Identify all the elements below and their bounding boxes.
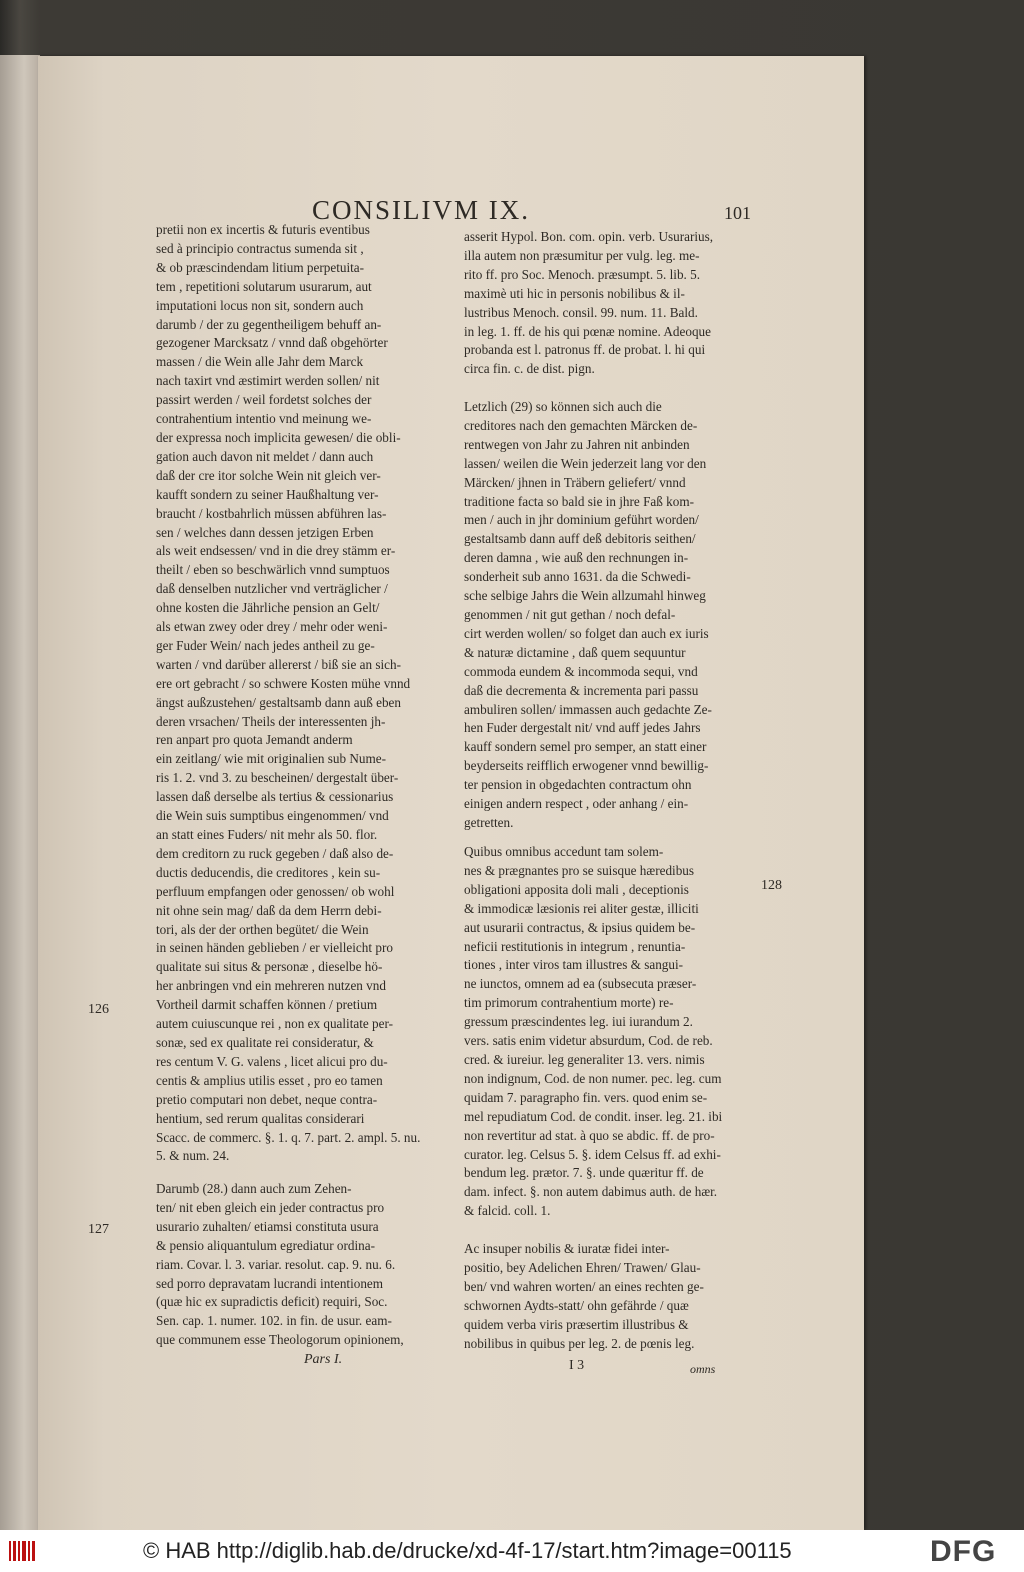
text-line: pretio computari non debet, neque contra- xyxy=(156,1091,378,1107)
text-line: probanda est l. patronus ff. de probat. l. hi qui xyxy=(464,342,706,358)
text-line: & falcid. coll. 1. xyxy=(464,1203,551,1219)
text-line: non revertitur ad stat. à quo se abdic. ff. de pro- xyxy=(464,1127,715,1143)
text-line: sed à principio contractus sumenda sit , xyxy=(156,240,364,256)
text-line: Scacc. de commerc. §. 1. q. 7. part. 2. ampl. 5. nu. xyxy=(156,1129,421,1145)
text-line: obligationi apposita doli mali , deceptionis xyxy=(464,881,689,897)
catchword: omns xyxy=(690,1362,716,1376)
text-line: tem , repetitioni solutarum usurarum, aut xyxy=(156,278,372,294)
text-line: & naturæ dictamine , daß quem sequuntur xyxy=(464,644,686,660)
text-line: lassen/ weilen die Wein jederzeit lang vor den xyxy=(464,455,707,471)
right-column-paragraph-1 xyxy=(464,228,760,379)
text-line: & ob præscindendam litium perpetuita- xyxy=(156,259,365,275)
text-line: schwornen Aydts-statt/ ohn gefährde / quæ xyxy=(464,1297,689,1313)
text-line: ambuliren sollen/ immassen auch gedachte Ze- xyxy=(464,701,712,717)
text-line: non indignum, Cod. de non numer. pec. leg. cum xyxy=(464,1070,722,1086)
text-line: centis & amplius utilis esset , pro eo tamen xyxy=(156,1072,383,1088)
text-line: rito ff. pro Soc. Menoch. præsumpt. 5. lib. 5. xyxy=(464,266,701,282)
text-line: ängst außzustehen/ gestaltsamb dann auß eben xyxy=(156,694,401,710)
signature-mark: I 3 xyxy=(569,1358,585,1373)
text-line: passirt werden / weil fordetst solches der xyxy=(156,392,372,408)
text-line: sed porro depravatam lucrandi intentionem xyxy=(156,1275,384,1291)
text-line: ger Fuder Wein/ nach jedes antheil zu ge- xyxy=(156,637,375,653)
text-line: que communem esse Theologorum opinionem, xyxy=(156,1332,404,1348)
text-line: gezogener Marcksatz / vnnd daß obgehörter xyxy=(156,335,388,351)
text-line: braucht / kostbahrlich müssen abführen las- xyxy=(156,505,387,521)
text-line: & immodicæ læsionis rei aliter gestæ, illiciti xyxy=(464,900,699,916)
right-column-paragraph-4 xyxy=(464,1240,760,1353)
text-line: Darumb (28.) dann auch zum Zehen- xyxy=(156,1181,352,1196)
text-line: ne iunctos, omnem ad ea (subsecuta præser- xyxy=(464,976,697,992)
text-line: ben/ vnd wahren worten/ an eines rechten ge- xyxy=(464,1278,704,1294)
text-line: rentwegen von Jahr zu Jahren nit anbinden xyxy=(464,436,690,452)
hab-barcode-logo-icon xyxy=(8,1538,38,1564)
text-line: riam. Covar. l. 3. variar. resolut. cap. 9. nu. 6. xyxy=(156,1256,396,1272)
text-line: deren damna , wie auß den rechnungen in- xyxy=(464,550,689,566)
text-line: sonæ, sed ex qualitate rei consideratur, & xyxy=(156,1034,374,1050)
text-line: quidam 7. paragrapho fin. vers. quod enim se- xyxy=(464,1089,708,1105)
text-line: nobilibus in quibus per leg. 2. de pœnis leg. xyxy=(464,1335,695,1351)
text-line: maximè uti hic in personis nobilibus & il- xyxy=(464,285,685,301)
text-line: Vortheil darmit schaffen können / pretium xyxy=(156,997,378,1013)
text-line: nes & prægnantes pro se suisque hæredibus xyxy=(464,862,695,878)
text-line: Ac insuper nobilis & iuratæ fidei inter- xyxy=(464,1241,670,1256)
text-line: dam. infect. §. non autem dabimus auth. de hær. xyxy=(464,1184,718,1200)
text-line: als weit endsessen/ vnd in die drey stämm er- xyxy=(156,543,396,559)
text-line: in leg. 1. ff. de his qui pœnæ nomine. Adeoque xyxy=(464,323,711,339)
text-line: der expressa noch implicita gewesen/ die obli- xyxy=(156,429,401,445)
text-line: Sen. cap. 1. numer. 102. in fin. de usur. eam- xyxy=(156,1313,392,1329)
text-line: tori, als der der orthen begütet/ die Wein xyxy=(156,921,369,937)
left-column-paragraph-2 xyxy=(156,1180,448,1350)
text-line: hen Fuder dergestalt nit/ vnd auff jedes Jahrs xyxy=(464,720,701,736)
text-line: tiones , inter viros tam illustres & sangui- xyxy=(464,957,684,973)
text-line: beyderseits reifflich erwogener vnnd bewillig- xyxy=(464,758,709,774)
text-line: in seinen händen geblieben / er vielleicht pro xyxy=(156,940,393,956)
text-line: aut usurarii contractus, & ipsius quidem be- xyxy=(464,919,696,935)
previous-page-edge xyxy=(0,55,40,1530)
text-line: daß die decrementa & incrementa pari passu xyxy=(464,682,699,698)
text-line: lassen daß derselbe als tertius & cessionarius xyxy=(156,789,394,805)
text-line: dem creditorn zu ruck gegeben / daß also de- xyxy=(156,845,394,861)
page-number: 101 xyxy=(724,203,751,223)
footer-bar xyxy=(0,1530,1024,1572)
text-line: darumb / der zu gegentheiligem behuff an- xyxy=(156,316,382,332)
text-line: 5. & num. 24. xyxy=(156,1148,230,1164)
left-column xyxy=(156,221,448,1166)
margin-number-127: 127 xyxy=(88,1222,109,1237)
text-line: ten/ nit eben gleich ein jeder contractus pro xyxy=(156,1199,385,1215)
text-line: positio, bey Adelichen Ehren/ Trawen/ Glau- xyxy=(464,1259,701,1275)
text-line: theilt / eben so beschwärlich vnnd sumptuos xyxy=(156,562,390,578)
text-line: commoda eundem & incommoda sequi, vnd xyxy=(464,663,698,679)
right-column-paragraph-2 xyxy=(464,398,760,833)
text-line: gation auch davon nit meldet / dann auch xyxy=(156,448,374,464)
text-line: circa fin. c. de dist. pign. xyxy=(464,361,595,377)
text-line: sche selbige Jahrs die Wein allzumahl hinweg xyxy=(464,588,706,604)
text-line: kauff sondern semel pro semper, an statt einer xyxy=(464,739,707,755)
text-line: (quæ hic ex supradictis deficit) requiri, Soc. xyxy=(156,1294,388,1310)
text-line: quidem verba viris præsertim illustribus & xyxy=(464,1316,689,1332)
text-line: daß denselben nutzlicher vnd verträglicher / xyxy=(156,581,388,597)
text-line: neficii restitutionis in integrum , renuntia- xyxy=(464,938,686,954)
text-line: curator. leg. Celsus 5. §. idem Celsus ff. ad exhi- xyxy=(464,1146,721,1162)
text-line: als etwan zwey oder drey / mehr oder weni- xyxy=(156,619,388,635)
footer-copyright-link[interactable]: © HAB http://diglib.hab.de/drucke/xd-4f-17/start.htm?image=00115 xyxy=(143,1538,792,1563)
book-page xyxy=(38,56,864,1530)
text-line: pretii non ex incertis & futuris eventibus xyxy=(156,222,370,237)
text-line: ein zeitlang/ wie mit originalien sub Nume- xyxy=(156,751,386,767)
text-line: nit ohne sein mag/ daß da dem Herrn debi- xyxy=(156,902,382,918)
text-line: perfluum empfangen oder genossen/ ob wohl xyxy=(156,883,395,899)
text-line: vers. satis enim videtur absurdum, Cod. de reb. xyxy=(464,1033,713,1049)
running-head: CONSILIVM IX. xyxy=(312,195,530,225)
text-line: ris 1. 2. vnd 3. zu bescheinen/ dergestalt über- xyxy=(156,770,399,786)
text-line: die Wein suis sumptibus eingenommen/ vnd xyxy=(156,808,389,824)
text-line: her anbringen vnd ein mehreren nutzen vnd xyxy=(156,978,386,994)
text-line: ere ort gebracht / so schwere Kosten mühe vnnd xyxy=(156,675,411,691)
text-line: kaufft sondern zu seiner Haußhaltung ver- xyxy=(156,486,379,502)
text-line: Letzlich (29) so können sich auch die xyxy=(464,399,662,414)
part-label: Pars I. xyxy=(304,1352,343,1367)
text-line: daß der cre itor solche Wein nit gleich ver- xyxy=(156,467,381,483)
margin-number-128: 128 xyxy=(761,878,782,893)
text-line: ductis deducendis, die creditores , kein su- xyxy=(156,864,381,880)
text-line: an statt eines Fuders/ nit mehr als 50. flor. xyxy=(156,827,378,842)
text-line: hentium, sed rerum qualitas considerari xyxy=(156,1110,365,1126)
text-line: bendum leg. prætor. 7. §. unde quæritur ff. de xyxy=(464,1165,704,1181)
text-line: sen / welches dann dessen jetzigen Erben xyxy=(156,524,374,540)
text-line: autem cuiuscunque rei , non ex qualitate per- xyxy=(156,1016,394,1032)
text-line: gestaltsamb dann auff deß debitoris seithen/ xyxy=(464,531,696,547)
text-line: sonderheit sub anno 1631. da die Schwedi- xyxy=(464,569,691,585)
text-line: usurario zuhalten/ etiamsi constituta usura xyxy=(156,1218,379,1234)
text-line: creditores nach den gemachten Märcken de- xyxy=(464,417,698,433)
text-line: massen / die Wein alle Jahr dem Marck xyxy=(156,354,364,370)
text-line: res centum V. G. valens , licet alicui pro du- xyxy=(156,1053,388,1069)
text-line: Quibus omnibus accedunt tam solem- xyxy=(464,844,664,859)
text-line: genommen / nit gut gethan / noch defal- xyxy=(464,606,676,622)
right-column-paragraph-3 xyxy=(464,843,760,1221)
text-line: ohne kosten die Jährliche pension an Gelt/ xyxy=(156,600,380,616)
text-line: men / auch in jhr dominium geführt worden/ xyxy=(464,512,699,528)
text-line: mel repudiatum Cod. de condit. inser. leg. 21. ibi xyxy=(464,1108,723,1124)
text-line: einigen andern respect , oder anhang / ein- xyxy=(464,796,689,812)
text-line: asserit Hypol. Bon. com. opin. verb. Usurarius, xyxy=(464,229,714,244)
text-line: cirt werden wollen/ so folget dan auch ex iuris xyxy=(464,625,709,641)
text-line: tim primorum contrahentium morte) re- xyxy=(464,995,674,1011)
text-line: warten / vnd darüber allererst / biß sie an sich- xyxy=(156,656,401,672)
dfg-logo: DFG xyxy=(930,1535,997,1568)
text-line: cred. & iureiur. leg generaliter 13. vers. nimis xyxy=(464,1051,705,1067)
text-line: ter pension in obgedachten contractum ohn xyxy=(464,777,692,793)
text-line: traditione facta so bald sie in jhre Faß kom- xyxy=(464,493,694,509)
text-line: Märcken/ jhnen in Träbern geliefert/ vnnd xyxy=(464,474,686,490)
text-line: ren anpart pro quota Jemandt anderm xyxy=(156,732,353,748)
text-line: deren vrsachen/ Theils der interessenten jh- xyxy=(156,713,386,729)
text-line: lustribus Menoch. consil. 99. num. 11. Bald. xyxy=(464,304,698,320)
text-line: gressum præscindentes leg. iui iurandum 2. xyxy=(464,1014,693,1030)
text-line: getretten. xyxy=(464,814,514,830)
text-line: contrahentium intentio vnd meinung we- xyxy=(156,411,372,427)
margin-number-126: 126 xyxy=(88,1002,109,1017)
text-line: qualitate sui situs & personæ , dieselbe hö- xyxy=(156,959,383,975)
text-line: imputationi locus non sit, sondern auch xyxy=(156,297,364,313)
text-line: illa autem non præsumitur per vulg. leg. me- xyxy=(464,247,700,263)
text-line: nach taxirt vnd æstimirt werden sollen/ nit xyxy=(156,373,380,389)
text-line: & pensio aliquantulum egrediatur ordina- xyxy=(156,1237,375,1253)
